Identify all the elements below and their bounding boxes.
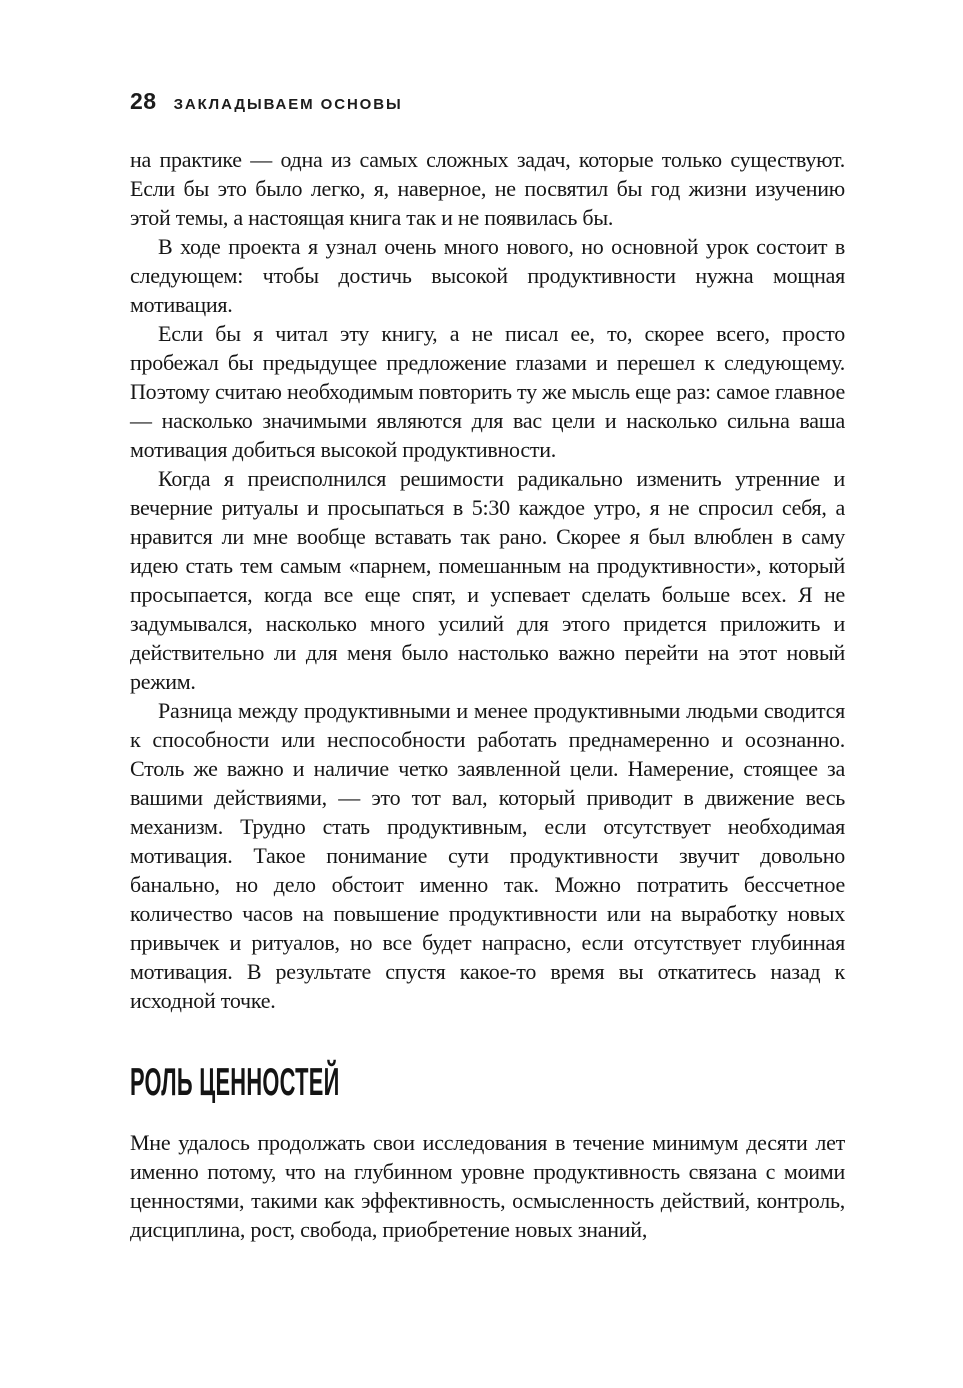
page-number: 28 (130, 88, 157, 114)
paragraph: Разница между продуктивными и менее продуктивными людьми сводится к способности или неспособности работать преднамеренно и осознанно. Столь же важно и наличие четко заявленной цели. Намерение, стоящее за вашими действиями, — это тот вал, который приводит в движение весь механизм. Трудно стать продуктивным, если отсутствует необходимая мотивация. Такое понимание сути продуктивности звучит довольно банально, но дело обстоит именно так. Можно потратить бессчетное количество часов на повышение продуктивности или на выработку новых привычек и ритуалов, но все будет напрасно, если отсутствует глубинная мотивация. В результате спустя какое-то время вы откатитесь назад к исходной точке. (130, 698, 845, 1013)
paragraph-section-first: Мне удалось продолжать свои исследования в течение минимум десяти лет именно потому, что на глубинном уровне продуктивность связана с моими ценностями, такими как эффективность, осмысленность действий, контроль, дисциплина, рост, свобода, приобретение новых знаний, (130, 1130, 845, 1242)
page-body (130, 145, 845, 1244)
section-heading: РОЛЬ ЦЕННОСТЕЙ (130, 1061, 340, 1104)
paragraph: В ходе проекта я узнал очень много нового, но основной урок состоит в следующем: чтобы достичь высокой продуктивности нужна мощная мотивация. (130, 234, 845, 317)
paragraph: Когда я преисполнился решимости радикально изменить утренние и вечерние ритуалы и просыпаться в 5:30 каждое утро, я не спросил себя, а нравится ли мне вообще вставать так рано. Скорее я был влюблен в саму идею стать тем самым «парнем, помешанным на продуктивности», который просыпается, когда все еще спят, и успевает сделать больше всех. Я не задумывался, насколько много усилий для этого придется приложить и действительно ли для меня было настолько важно перейти на этот новый режим. (130, 466, 845, 694)
paragraph: Если бы я читал эту книгу, а не писал ее, то, скорее всего, просто пробежал бы предыдущее предложение глазами и перешел к следующему. Поэтому считаю необходимым повторить ту же мысль еще раз: самое главное — насколько значимыми являются для вас цели и насколько сильна ваша мотивация добиться высокой продуктивности. (130, 321, 845, 462)
paragraph-continuation: на практике — одна из самых сложных задач, которые только существуют. Если бы это было легко, я, наверное, не посвятил бы год жизни изучению этой темы, а настоящая книга так и не появилась бы. (130, 147, 845, 230)
running-title: ЗАКЛАДЫВАЕМ ОСНОВЫ (173, 96, 403, 113)
page-header (130, 88, 845, 115)
